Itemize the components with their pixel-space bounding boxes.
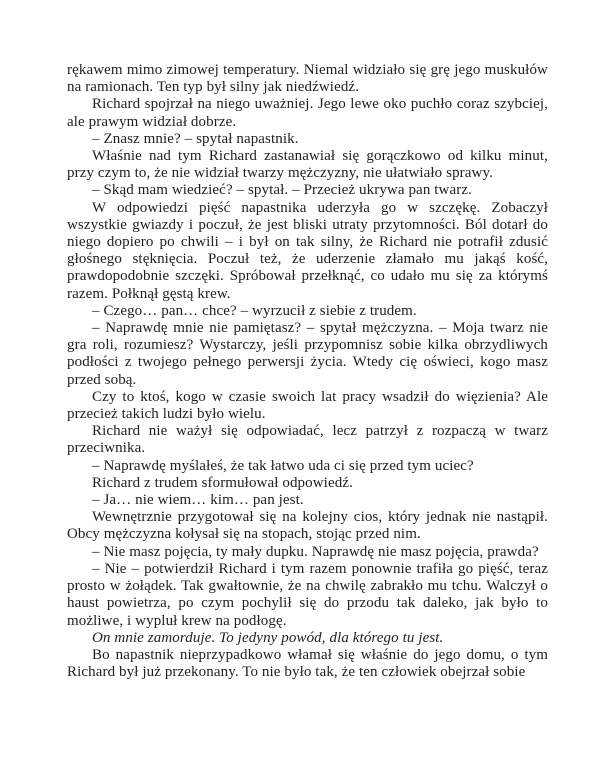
dialogue-line: – Ja… nie wiem… kim… pan jest. <box>92 492 304 509</box>
page-text-block <box>67 62 548 681</box>
dialogue-line: – Naprawdę mnie nie pamiętasz? – spytał mężczyzna. – Moja twarz nie gra roli, rozumiesz? Wystarczy, jeśli przypomnisz sobie kilka obrzydliwych podłości z twojego pełnego perwersji życia. Wtedy cię oświeci, kogo masz przed sobą. <box>67 320 548 388</box>
inner-monologue-line: On mnie zamorduje. To jedyny powód, dla którego tu jest. <box>92 629 444 646</box>
dialogue-line: – Naprawdę myślałeś, że tak łatwo uda ci się przed tym uciec? <box>92 457 474 474</box>
dialogue-line: – Znasz mnie? – spytał napastnik. <box>92 130 299 147</box>
paragraph: Richard z trudem sformułował odpowiedź. <box>92 474 353 491</box>
paragraph: W odpowiedzi pięść napastnika uderzyła go w szczękę. Zobaczył wszystkie gwiazdy i poczuł, że jest bliski utraty przytomności. Ból dotarł do niego dopiero po chwili – i był on tak silny, że Richard nie potrafił zdusić głośnego stęknięcia. Poczuł też, że uderzenie złamało mu jakąś kość, prawdopodobnie szczęki. Spróbował przełknąć, co udało mu się za którymś razem. Połknął gęstą krew. <box>67 199 548 302</box>
paragraph: Bo napastnik nieprzypadkowo włamał się właśnie do jego domu, o tym Richard był już przekonany. To nie było tak, że ten człowiek obejrzał sobie <box>67 646 548 681</box>
paragraph: Wewnętrznie przygotował się na kolejny cios, który jednak nie nastąpił. Obcy mężczyzna kołysał się na stopach, stojąc przed nim. <box>67 509 548 543</box>
paragraph: Richard nie ważył się odpowiadać, lecz patrzył z rozpaczą w twarz przeciwnika. <box>67 423 548 457</box>
dialogue-line: – Nie masz pojęcia, ty mały dupku. Naprawdę nie masz pojęcia, prawda? <box>92 543 539 560</box>
paragraph: Czy to ktoś, kogo w czasie swoich lat pracy wsadził do więzienia? Ale przecież takich ludzi było wielu. <box>67 388 548 423</box>
dialogue-line: – Skąd mam wiedzieć? – spytał. – Przecież ukrywa pan twarz. <box>92 182 472 199</box>
dialogue-line: – Czego… pan… chce? – wyrzucił z siebie z trudem. <box>92 302 417 319</box>
paragraph: Właśnie nad tym Richard zastanawiał się gorączkowo od kilku minut, przy czym to, że nie widział twarzy mężczyzny, nie ułatwiało sprawy. <box>67 148 548 182</box>
dialogue-line: – Nie – potwierdził Richard i tym razem ponownie trafiła go pięść, teraz prosto w żołądek. Tak gwałtownie, że na chwilę zabrakło mu tchu. Walczył o haust powietrza, po czym pochylił się do przodu tak daleko, jak było to możliwe, i wypluł krew na podłogę. <box>67 560 548 629</box>
paragraph: rękawem mimo zimowej temperatury. Niemal widziało się grę jego muskułów na ramionach. Ten typ był silny jak niedźwiedź. <box>67 62 548 96</box>
paragraph: Richard spojrzał na niego uważniej. Jego lewe oko puchło coraz szybciej, ale prawym widział dobrze. <box>67 96 548 130</box>
